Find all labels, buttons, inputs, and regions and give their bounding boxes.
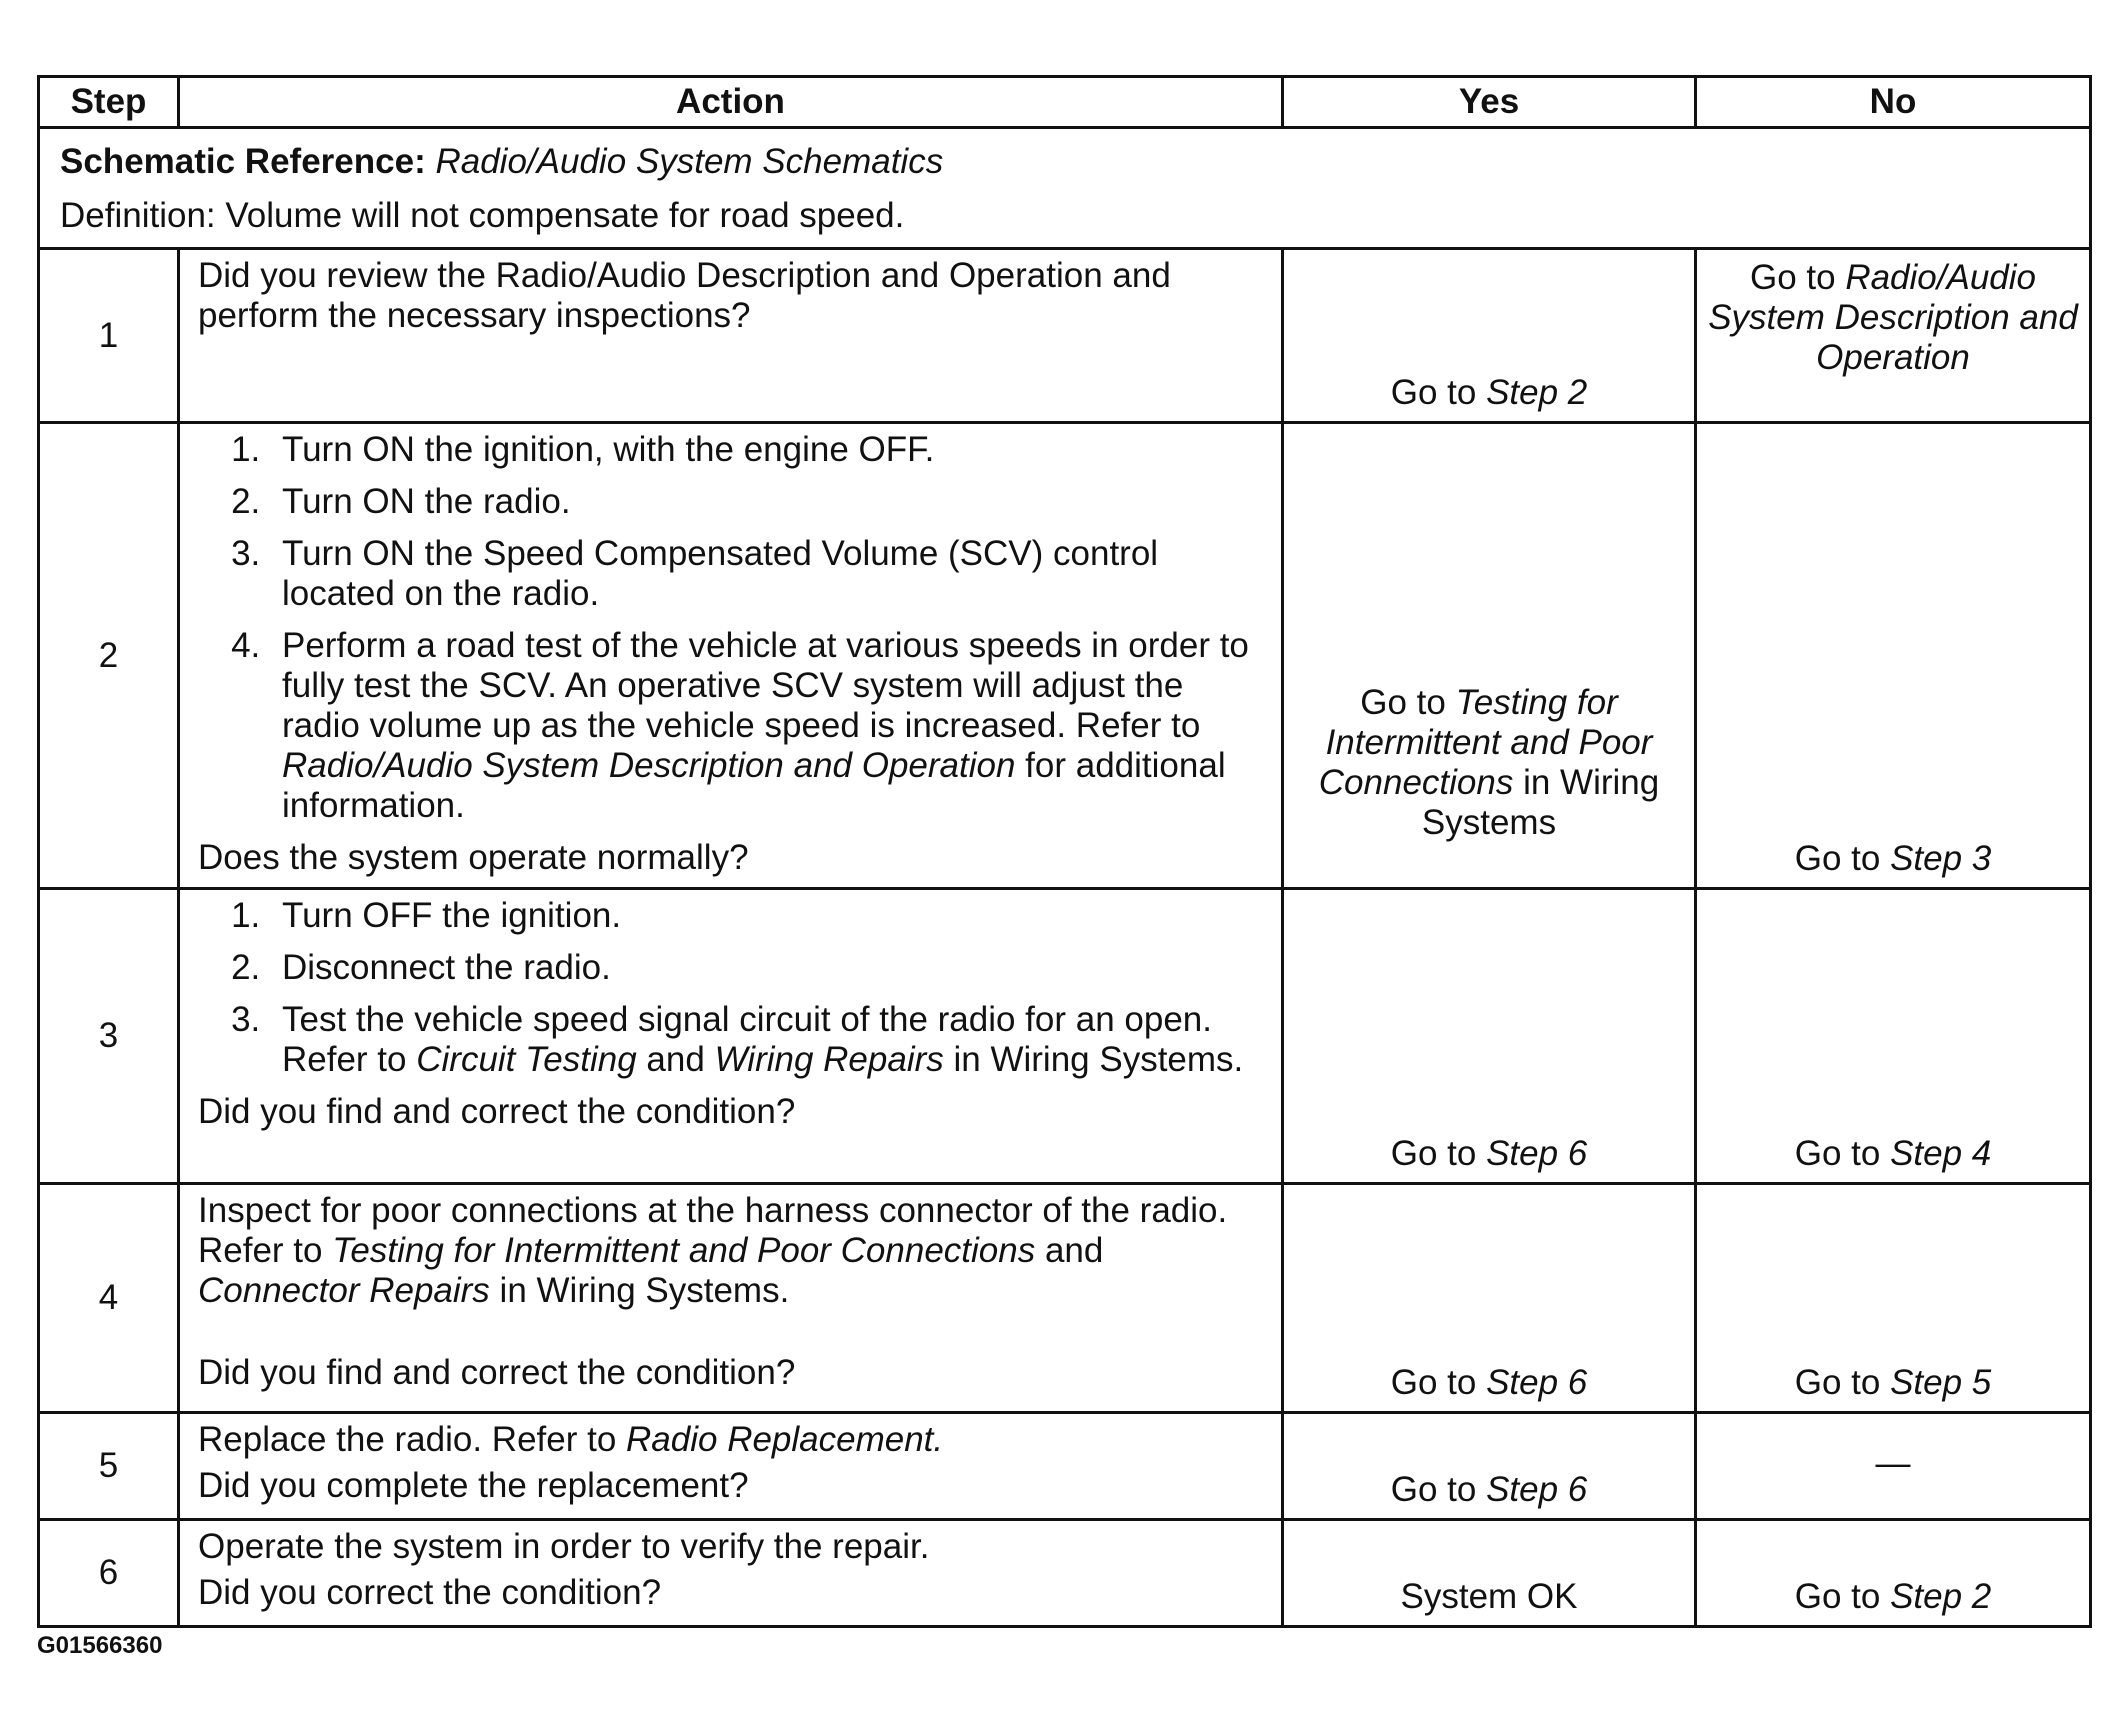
step-number: 3 [39, 889, 179, 1184]
no-link[interactable]: Radio/Audio System Description and Operation [1708, 258, 2078, 377]
no-cell [1696, 889, 2091, 1184]
no-prefix: Go to [1749, 258, 1846, 297]
step-number: 5 [39, 1413, 179, 1520]
no-cell [1696, 1520, 2091, 1627]
list-item [270, 626, 1269, 826]
yes-cell [1283, 889, 1696, 1184]
reference-link[interactable]: Wiring Repairs [714, 1040, 944, 1079]
reference-row [39, 128, 2091, 249]
list-item-text: Perform a road test of the vehicle at various speeds in order to fully test the SCV. An operative SCV system will adjust the radio volume up as the vehicle speed is increased. Refer to [282, 626, 1249, 745]
yes-prefix: Go to [1390, 1363, 1487, 1402]
list-item-suffix: for additional information. [282, 746, 1226, 825]
yes-prefix: Go to [1390, 1470, 1487, 1509]
no-link[interactable]: Step 5 [1890, 1363, 1992, 1402]
no-cell [1696, 1184, 2091, 1413]
action-cell [179, 1184, 1283, 1413]
table-row [39, 423, 2091, 889]
yes-link[interactable]: Testing for Intermittent and Poor Connections [1318, 683, 1653, 802]
no-prefix: Go to [1794, 1134, 1891, 1173]
header-step: Step [39, 77, 179, 128]
yes-link[interactable]: Step 6 [1486, 1134, 1588, 1173]
action-cell [179, 249, 1283, 423]
yes-cell [1283, 423, 1696, 889]
no-cell [1696, 423, 2091, 889]
header-row [39, 77, 2091, 128]
figure-id: G01566360 [37, 1632, 163, 1659]
schematic-reference [60, 135, 2089, 189]
question: Did you correct the condition? [198, 1573, 662, 1612]
action-cell [179, 889, 1283, 1184]
step-number: 4 [39, 1184, 179, 1413]
schematic-reference-label: Schematic Reference: [60, 142, 426, 181]
table-row [39, 249, 2091, 423]
no-link[interactable]: Step 3 [1890, 839, 1992, 878]
spacer [198, 1311, 1269, 1347]
yes-cell [1283, 249, 1696, 423]
yes-cell [1283, 1184, 1696, 1413]
reference-link[interactable]: Connector Repairs [198, 1271, 490, 1310]
table-row [39, 889, 2091, 1184]
yes-link[interactable]: Step 2 [1486, 373, 1588, 412]
step-number: 6 [39, 1520, 179, 1627]
action-text [198, 1191, 1269, 1311]
yes-cell: System OK [1283, 1520, 1696, 1627]
schematic-reference-link[interactable]: Radio/Audio System Schematics [435, 142, 944, 181]
list-item: 3. Turn ON the Speed Compensated Volume (SCV) control located on the radio. [270, 534, 1269, 614]
step-number: 2 [39, 423, 179, 889]
action-text [198, 1420, 1269, 1460]
table-row [39, 1520, 2091, 1627]
yes-link[interactable]: Step 6 [1486, 1363, 1588, 1402]
yes-suffix: in Wiring Systems [1421, 763, 1660, 842]
no-prefix: Go to [1794, 1363, 1891, 1402]
no-cell: — [1696, 1413, 2091, 1520]
question: Did you complete the replacement? [198, 1466, 749, 1505]
no-link[interactable]: Step 4 [1890, 1134, 1992, 1173]
question: Did you find and correct the condition? [198, 1353, 796, 1392]
yes-cell [1283, 1413, 1696, 1520]
no-prefix: Go to [1794, 1577, 1891, 1616]
list-item-suffix: in Wiring Systems. [943, 1040, 1244, 1079]
header-yes: Yes [1283, 77, 1696, 128]
action-text-part: and [1035, 1231, 1104, 1270]
list-item: 1. Turn ON the ignition, with the engine OFF. [270, 430, 1269, 470]
action-cell [179, 1520, 1283, 1627]
action-text: Operate the system in order to verify the repair. [198, 1527, 930, 1566]
list-item: 2. Disconnect the radio. [270, 948, 1269, 988]
list-item: 2. Turn ON the radio. [270, 482, 1269, 522]
reference-cell [39, 128, 2091, 249]
procedure-list [198, 430, 1269, 826]
table-row [39, 1413, 2091, 1520]
list-item: 1. Turn OFF the ignition. [270, 896, 1269, 936]
reference-link[interactable]: Radio/Audio System Description and Operation [282, 746, 1016, 785]
no-prefix: Go to [1794, 839, 1891, 878]
step-number: 1 [39, 249, 179, 423]
header-action: Action [179, 77, 1283, 128]
procedure-list [198, 896, 1269, 1080]
no-cell [1696, 249, 2091, 423]
question: Does the system operate normally? [198, 838, 749, 877]
no-link[interactable]: Step 2 [1890, 1577, 1992, 1616]
table-row [39, 1184, 2091, 1413]
list-item-mid: and [636, 1040, 715, 1079]
reference-link[interactable]: Circuit Testing [416, 1040, 637, 1079]
diagnostic-table [37, 75, 2092, 1628]
action-text-part: Replace the radio. Refer to [198, 1420, 627, 1459]
action-cell [179, 423, 1283, 889]
list-item-text: Test the vehicle speed signal circuit of the radio for an open. Refer to [282, 1000, 1212, 1079]
list-item [270, 1000, 1269, 1080]
question: Did you find and correct the condition? [198, 1092, 796, 1131]
yes-link[interactable]: Step 6 [1486, 1470, 1588, 1509]
header-no: No [1696, 77, 2091, 128]
reference-link[interactable]: Radio Replacement. [626, 1420, 944, 1459]
definition: Definition: Volume will not compensate for road speed. [60, 196, 905, 235]
action-cell [179, 1413, 1283, 1520]
yes-prefix: Go to [1390, 373, 1487, 412]
action-text: Did you review the Radio/Audio Description and Operation and perform the necessary inspections? [198, 256, 1171, 335]
yes-prefix: Go to [1360, 683, 1456, 722]
action-text-part: in Wiring Systems. [489, 1271, 790, 1310]
action-text-part: Inspect for poor connections at the harness connector of the radio. Refer to [198, 1191, 1228, 1270]
yes-prefix: Go to [1390, 1134, 1487, 1173]
reference-link[interactable]: Testing for Intermittent and Poor Connections [332, 1231, 1036, 1270]
